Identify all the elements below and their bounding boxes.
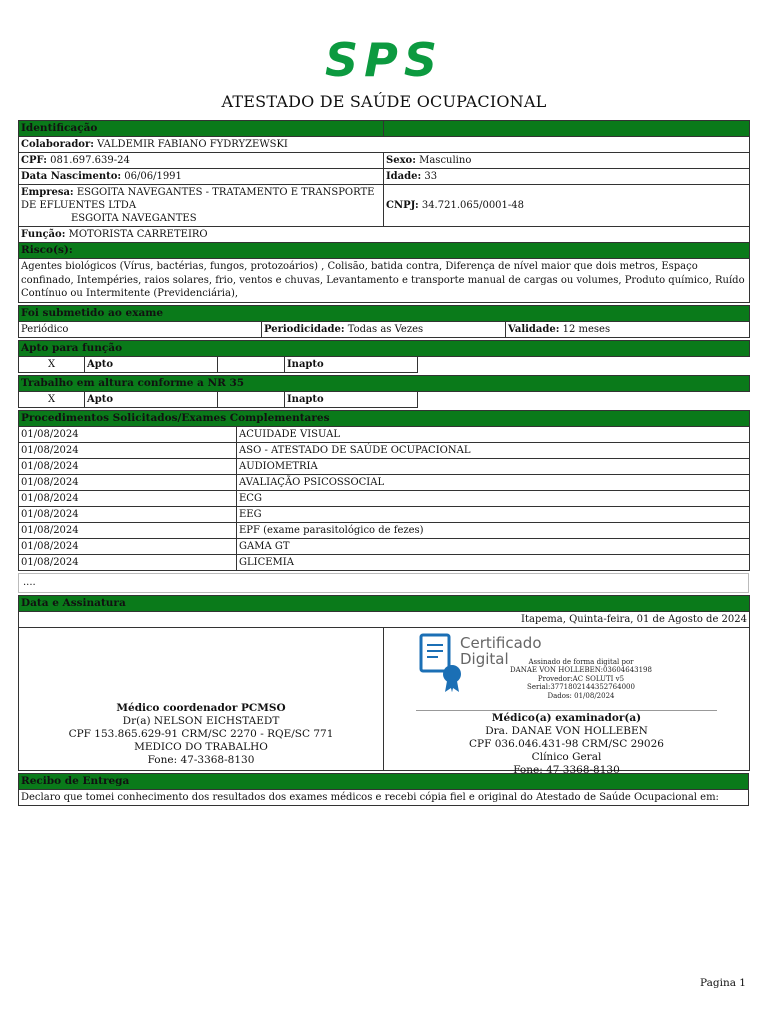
proc-date: 01/08/2024 (19, 458, 237, 474)
apto-funcao-apto-label (85, 356, 218, 372)
periodicidade-cell (262, 321, 506, 337)
apto-funcao-inapto-label (285, 356, 418, 372)
nascimento-value: 06/06/1991 (124, 171, 182, 182)
empresa-label: Empresa: (21, 187, 74, 198)
local-data: Itapema, Quinta-feira, 01 de Agosto de 2024 (19, 611, 750, 627)
riscos-text: Agentes biológicos (Vírus, bactérias, fungos, protozoários) , Colisão, batida contra, Diferença de nível maior que dois metros, Espaço confinado, Intempéries, raios solares, frio, ventos e chuvas, Levantamento e transporte manual de cargas ou volumes, Produto químico, Ruído Contínuo ou Intermitente (Previdenciária), (19, 259, 750, 303)
proc-name: GLICEMIA (237, 554, 750, 570)
funcao-value: MOTORISTA CARRETEIRO (68, 229, 208, 240)
proc-date: 01/08/2024 (19, 522, 237, 538)
examinador-crm: CPF 036.046.431-98 CRM/SC 29026 (469, 737, 664, 750)
altura-inapto-text: Inapto (287, 393, 324, 405)
recibo-table (18, 773, 749, 806)
coordenador-block (19, 702, 383, 767)
apto-funcao-inapto-mark (218, 356, 285, 372)
altura-apto-label (85, 391, 218, 407)
examinador-block (384, 712, 749, 777)
sexo-cell (384, 153, 750, 169)
table-row (19, 458, 750, 474)
proc-date: 01/08/2024 (19, 490, 237, 506)
table-row (19, 506, 750, 522)
company-logo (0, 36, 768, 87)
procedimentos-more: .... (18, 573, 749, 593)
recibo-text: Declaro que tomei conhecimento dos resultados dos exames médicos e recebi cópia fiel e original do Atestado de Saúde Ocupacional em: (19, 789, 749, 805)
section-header-blank (384, 121, 750, 137)
proc-name: ASO - ATESTADO DE SAÚDE OCUPACIONAL (237, 442, 750, 458)
cnpj-cell (384, 185, 750, 227)
section-header-altura: Trabalho em altura conforme a NR 35 (19, 375, 750, 391)
proc-date: 01/08/2024 (19, 506, 237, 522)
cpf-cell (19, 153, 384, 169)
nascimento-label: Data Nascimento: (21, 171, 122, 182)
document-title: ATESTADO DE SAÚDE OCUPACIONAL (221, 92, 547, 111)
identificacao-table (18, 120, 750, 303)
proc-date: 01/08/2024 (19, 538, 237, 554)
cert-brand-line2: Digital (460, 649, 509, 668)
proc-name: ECG (237, 490, 750, 506)
cert-brand-line1: Certificado (460, 633, 542, 652)
cert-provider: Provedor:AC SOLUTI v5 (537, 674, 625, 683)
periodicidade-label: Periodicidade: (264, 323, 345, 335)
apto-label: Apto (87, 358, 114, 370)
cpf-label: CPF: (21, 155, 47, 166)
colaborador-row (19, 137, 750, 153)
section-header-exame: Foi submetido ao exame (19, 305, 750, 321)
proc-date: 01/08/2024 (19, 554, 237, 570)
cpf-value: 081.697.639-24 (50, 155, 130, 166)
examinador-title: Médico(a) examinador(a) (491, 711, 642, 724)
section-header-identificacao: Identificação (19, 121, 384, 137)
section-header-recibo: Recibo de Entrega (19, 773, 749, 789)
examinador-signature-cell (384, 627, 750, 776)
coordenador-name: Dr(a) NELSON EICHSTAEDT (122, 714, 280, 727)
altura-spacer (418, 391, 750, 407)
proc-name: ACUIDADE VISUAL (237, 426, 750, 442)
exame-table (18, 305, 750, 338)
sps-logo-icon (304, 36, 464, 84)
validade-value: 12 meses (562, 323, 611, 335)
altura-table (18, 375, 750, 408)
table-row (19, 426, 750, 442)
apto-funcao-spacer (418, 356, 750, 372)
validade-cell (506, 321, 750, 337)
table-row (19, 554, 750, 570)
assinatura-table (18, 595, 750, 776)
coordenador-crm: CPF 153.865.629-91 CRM/SC 2270 - RQE/SC 771 (68, 727, 334, 740)
funcao-row (19, 227, 750, 243)
sexo-value: Masculino (419, 155, 472, 166)
inapto-label: Inapto (287, 358, 324, 370)
section-header-riscos: Risco(s): (19, 243, 750, 259)
certificado-digital-stamp (418, 632, 658, 712)
cert-signer: DANAE VON HOLLEBEN:03604643198 (510, 666, 652, 674)
section-header-assinatura: Data e Assinatura (19, 595, 750, 611)
altura-inapto-label (285, 391, 418, 407)
cert-serial: Serial:3771802144352764000 (527, 683, 635, 691)
coordenador-phone: Fone: 47-3368-8130 (147, 753, 255, 766)
cert-signed-line: Assinado de forma digital por (528, 657, 634, 666)
examinador-name: Dra. DANAE VON HOLLEBEN (485, 724, 648, 737)
validade-label: Validade: (508, 323, 560, 335)
colaborador-value: VALDEMIR FABIANO FYDRYZEWSKI (97, 139, 288, 150)
empresa-cell (19, 185, 384, 227)
examinador-phone: Fone: 47 3368-8130 (513, 763, 620, 776)
table-row (19, 522, 750, 538)
coordenador-specialty: MEDICO DO TRABALHO (134, 740, 268, 753)
aso-sheet (18, 120, 749, 806)
cert-details (496, 658, 666, 701)
procedimentos-table (18, 410, 750, 571)
nascimento-cell (19, 169, 384, 185)
proc-name: AUDIOMETRIA (237, 458, 750, 474)
idade-value: 33 (424, 171, 438, 182)
empresa-fantasia: ESGOITA NAVEGANTES (71, 213, 197, 224)
proc-name: EEG (237, 506, 750, 522)
periodicidade-value: Todas as Vezes (347, 323, 424, 335)
altura-apto-text: Apto (87, 393, 114, 405)
cert-dados: Dados: 01/08/2024 (547, 691, 615, 700)
sexo-label: Sexo: (386, 155, 416, 166)
proc-date: 01/08/2024 (19, 426, 237, 442)
section-header-procedimentos: Procedimentos Solicitados/Exames Complementares (19, 410, 750, 426)
coordenador-signature-cell (19, 627, 384, 770)
signature-line (416, 710, 717, 711)
cnpj-value: 34.721.065/0001-48 (421, 200, 525, 211)
exame-tipo: Periódico (19, 321, 262, 337)
funcao-label: Função: (21, 229, 66, 240)
examinador-specialty: Clínico Geral (531, 750, 602, 763)
proc-name: GAMA GT (237, 538, 750, 554)
proc-name: EPF (exame parasitológico de fezes) (237, 522, 750, 538)
colaborador-label: Colaborador: (21, 139, 94, 150)
idade-cell (384, 169, 750, 185)
svg-text:SPS: SPS (325, 36, 443, 84)
table-row (19, 442, 750, 458)
cnpj-label: CNPJ: (386, 200, 419, 211)
apto-funcao-table (18, 340, 750, 373)
table-row (19, 538, 750, 554)
proc-name: AVALIAÇÃO PSICOSSOCIAL (237, 474, 750, 490)
altura-mark: X (19, 391, 85, 407)
idade-label: Idade: (386, 171, 422, 182)
altura-inapto-mark (218, 391, 285, 407)
table-row (19, 490, 750, 506)
table-row (19, 474, 750, 490)
apto-funcao-mark: X (19, 356, 85, 372)
proc-date: 01/08/2024 (19, 442, 237, 458)
proc-date: 01/08/2024 (19, 474, 237, 490)
page-number: Pagina 1 (700, 977, 746, 989)
empresa-value: ESGOITA NAVEGANTES - TRATAMENTO E TRANSPORTE DE EFLUENTES LTDA (21, 187, 375, 211)
coordenador-title: Médico coordenador PCMSO (116, 701, 286, 714)
section-header-apto-funcao: Apto para função (19, 340, 750, 356)
